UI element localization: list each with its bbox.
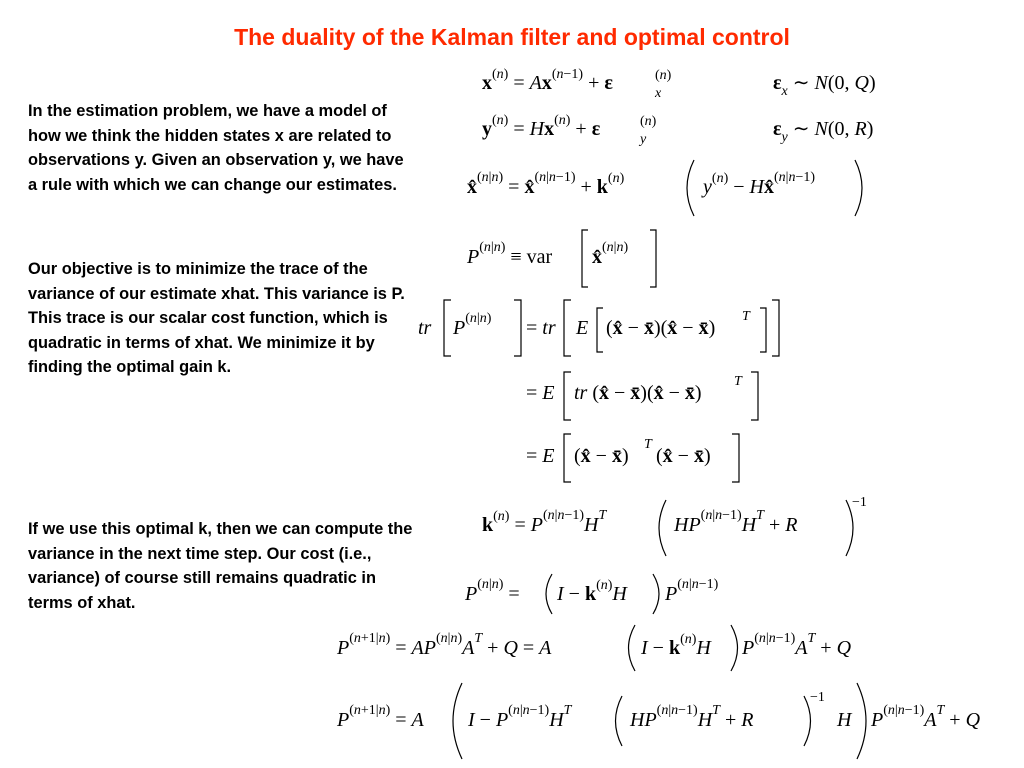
paragraph-objective: Our objective is to minimize the trace of the variance of our estimate xhat. This variance is P. This trace is our scalar cost function, which is quadratic in terms of xhat. We minimize it by finding the optimal gain k.	[28, 260, 405, 376]
svg-text:HP(n|n−1)HT + R: $HP^(n|n-1)H^T + R$	[674, 508, 798, 536]
svg-text:(n): (n)	[655, 68, 672, 83]
svg-text:x̂(n|n) = x̂(n|n−1) + k(n): x̂(n|n) = x̂(n|n−1) + k(n)	[467, 170, 625, 198]
paragraph-estimation-problem: In the estimation problem, we have a model of how we think the hidden states x are related to observations y. Given an observation y, we have a rule with which we can change our estimates.	[28, 102, 404, 194]
svg-text:y(n) − Hx̂(n|n−1): y(n) − Hx̂(n|n−1)	[703, 170, 816, 198]
svg-text:y: y	[640, 132, 647, 147]
svg-text:P(n|n−1)AT + Q: $P^(n|n-1)A^T + Q$	[742, 631, 852, 659]
svg-text:y(n) = Hx(n) + ε: y(n) = Hx(n) + ε	[482, 113, 601, 140]
eq-trace-3	[526, 434, 739, 482]
svg-text:= E: = E	[526, 445, 555, 467]
svg-text:tr (x̂ − x̄)(x̂ − x̄): tr (x̂ − x̄)(x̂ − x̄)	[574, 382, 702, 404]
svg-text:P(n|n−1)AT + Q: $P^(n|n-1)A^T + Q$	[871, 703, 981, 731]
svg-text:T: T	[742, 309, 750, 324]
svg-text:= E: = E	[526, 382, 555, 404]
svg-text:P(n|n) =: P(n|n) =	[465, 577, 520, 605]
eq-prediction-2	[336, 683, 981, 759]
svg-text:εx ∼ N(0, Q): $\varepsilon_x$ ∼ N(0, Q)	[773, 72, 876, 99]
svg-text:k(n) = P(n|n−1)HT: $k^(n) = P^(n|n-1)H^T$	[482, 508, 607, 536]
svg-text:P(n+1|n) = AP(n|n)AT + Q = A: $P^(n+1|n) = AP^(n|n)A^T + Q = A$	[337, 631, 552, 659]
svg-text:I − P(n|n−1)HT: $I - P^(n|n-1)H^T$	[468, 703, 572, 731]
svg-text:= tr: = tr	[526, 317, 556, 339]
eq-estimate-update	[467, 160, 862, 216]
svg-text:T: T	[644, 437, 652, 452]
svg-text:(x̂ − x̄): (x̂ − x̄)	[574, 445, 629, 467]
svg-text:P(n|n−1): P(n|n−1)	[665, 577, 719, 605]
svg-text:H: H	[837, 709, 852, 731]
svg-text:(x̂ − x̄): (x̂ − x̄)	[656, 445, 711, 467]
eq-optimal-gain	[482, 495, 867, 556]
eq-observation-noise	[773, 118, 873, 145]
svg-text:P(n+1|n) = A: P(n+1|n) = A	[337, 703, 424, 731]
svg-text:(x̂ − x̄)(x̂ − x̄): (x̂ − x̄)(x̂ − x̄)	[606, 317, 716, 339]
svg-text:(n): (n)	[640, 114, 657, 129]
eq-posterior-variance	[464, 574, 719, 614]
eq-observation-model	[482, 113, 657, 147]
eq-trace-2	[526, 372, 758, 420]
svg-text:T: T	[734, 374, 742, 389]
svg-text:x̂(n|n): x̂(n|n)	[592, 240, 629, 268]
paragraph-next-step-variance: If we use this optimal k, then we can compute the variance in the next time step. Our cost (i.e., variance) of course still remains quadratic in terms of xhat.	[28, 520, 413, 612]
svg-text:tr: tr	[418, 317, 432, 339]
svg-text:x(n) = Ax(n−1) + ε: x(n) = Ax(n−1) + ε	[482, 67, 613, 94]
eq-trace-1	[418, 300, 779, 356]
eq-state-model	[482, 67, 672, 101]
svg-text:εy ∼ N(0, R): $\varepsilon_y$ ∼ N(0, R)	[773, 118, 874, 145]
svg-text:HP(n|n−1)HT + R: $HP^(n|n-1)H^T + R$	[630, 703, 754, 731]
slide-title: The duality of the Kalman filter and optimal control	[234, 24, 790, 50]
svg-text:x: x	[655, 86, 662, 101]
svg-text:I − k(n)H: I − k(n)H	[557, 578, 627, 605]
svg-text:I − k(n)H: I − k(n)H	[641, 632, 711, 659]
svg-text:E: E	[576, 317, 589, 339]
eq-prediction-1	[336, 625, 852, 671]
svg-text:−1: −1	[852, 495, 867, 510]
svg-text:−1: −1	[810, 690, 825, 705]
svg-text:P(n|n): P(n|n)	[453, 311, 492, 339]
svg-text:P(n|n) ≡ var: P(n|n) ≡ var	[467, 240, 553, 268]
eq-variance-definition	[466, 230, 656, 287]
eq-state-noise	[773, 72, 876, 99]
